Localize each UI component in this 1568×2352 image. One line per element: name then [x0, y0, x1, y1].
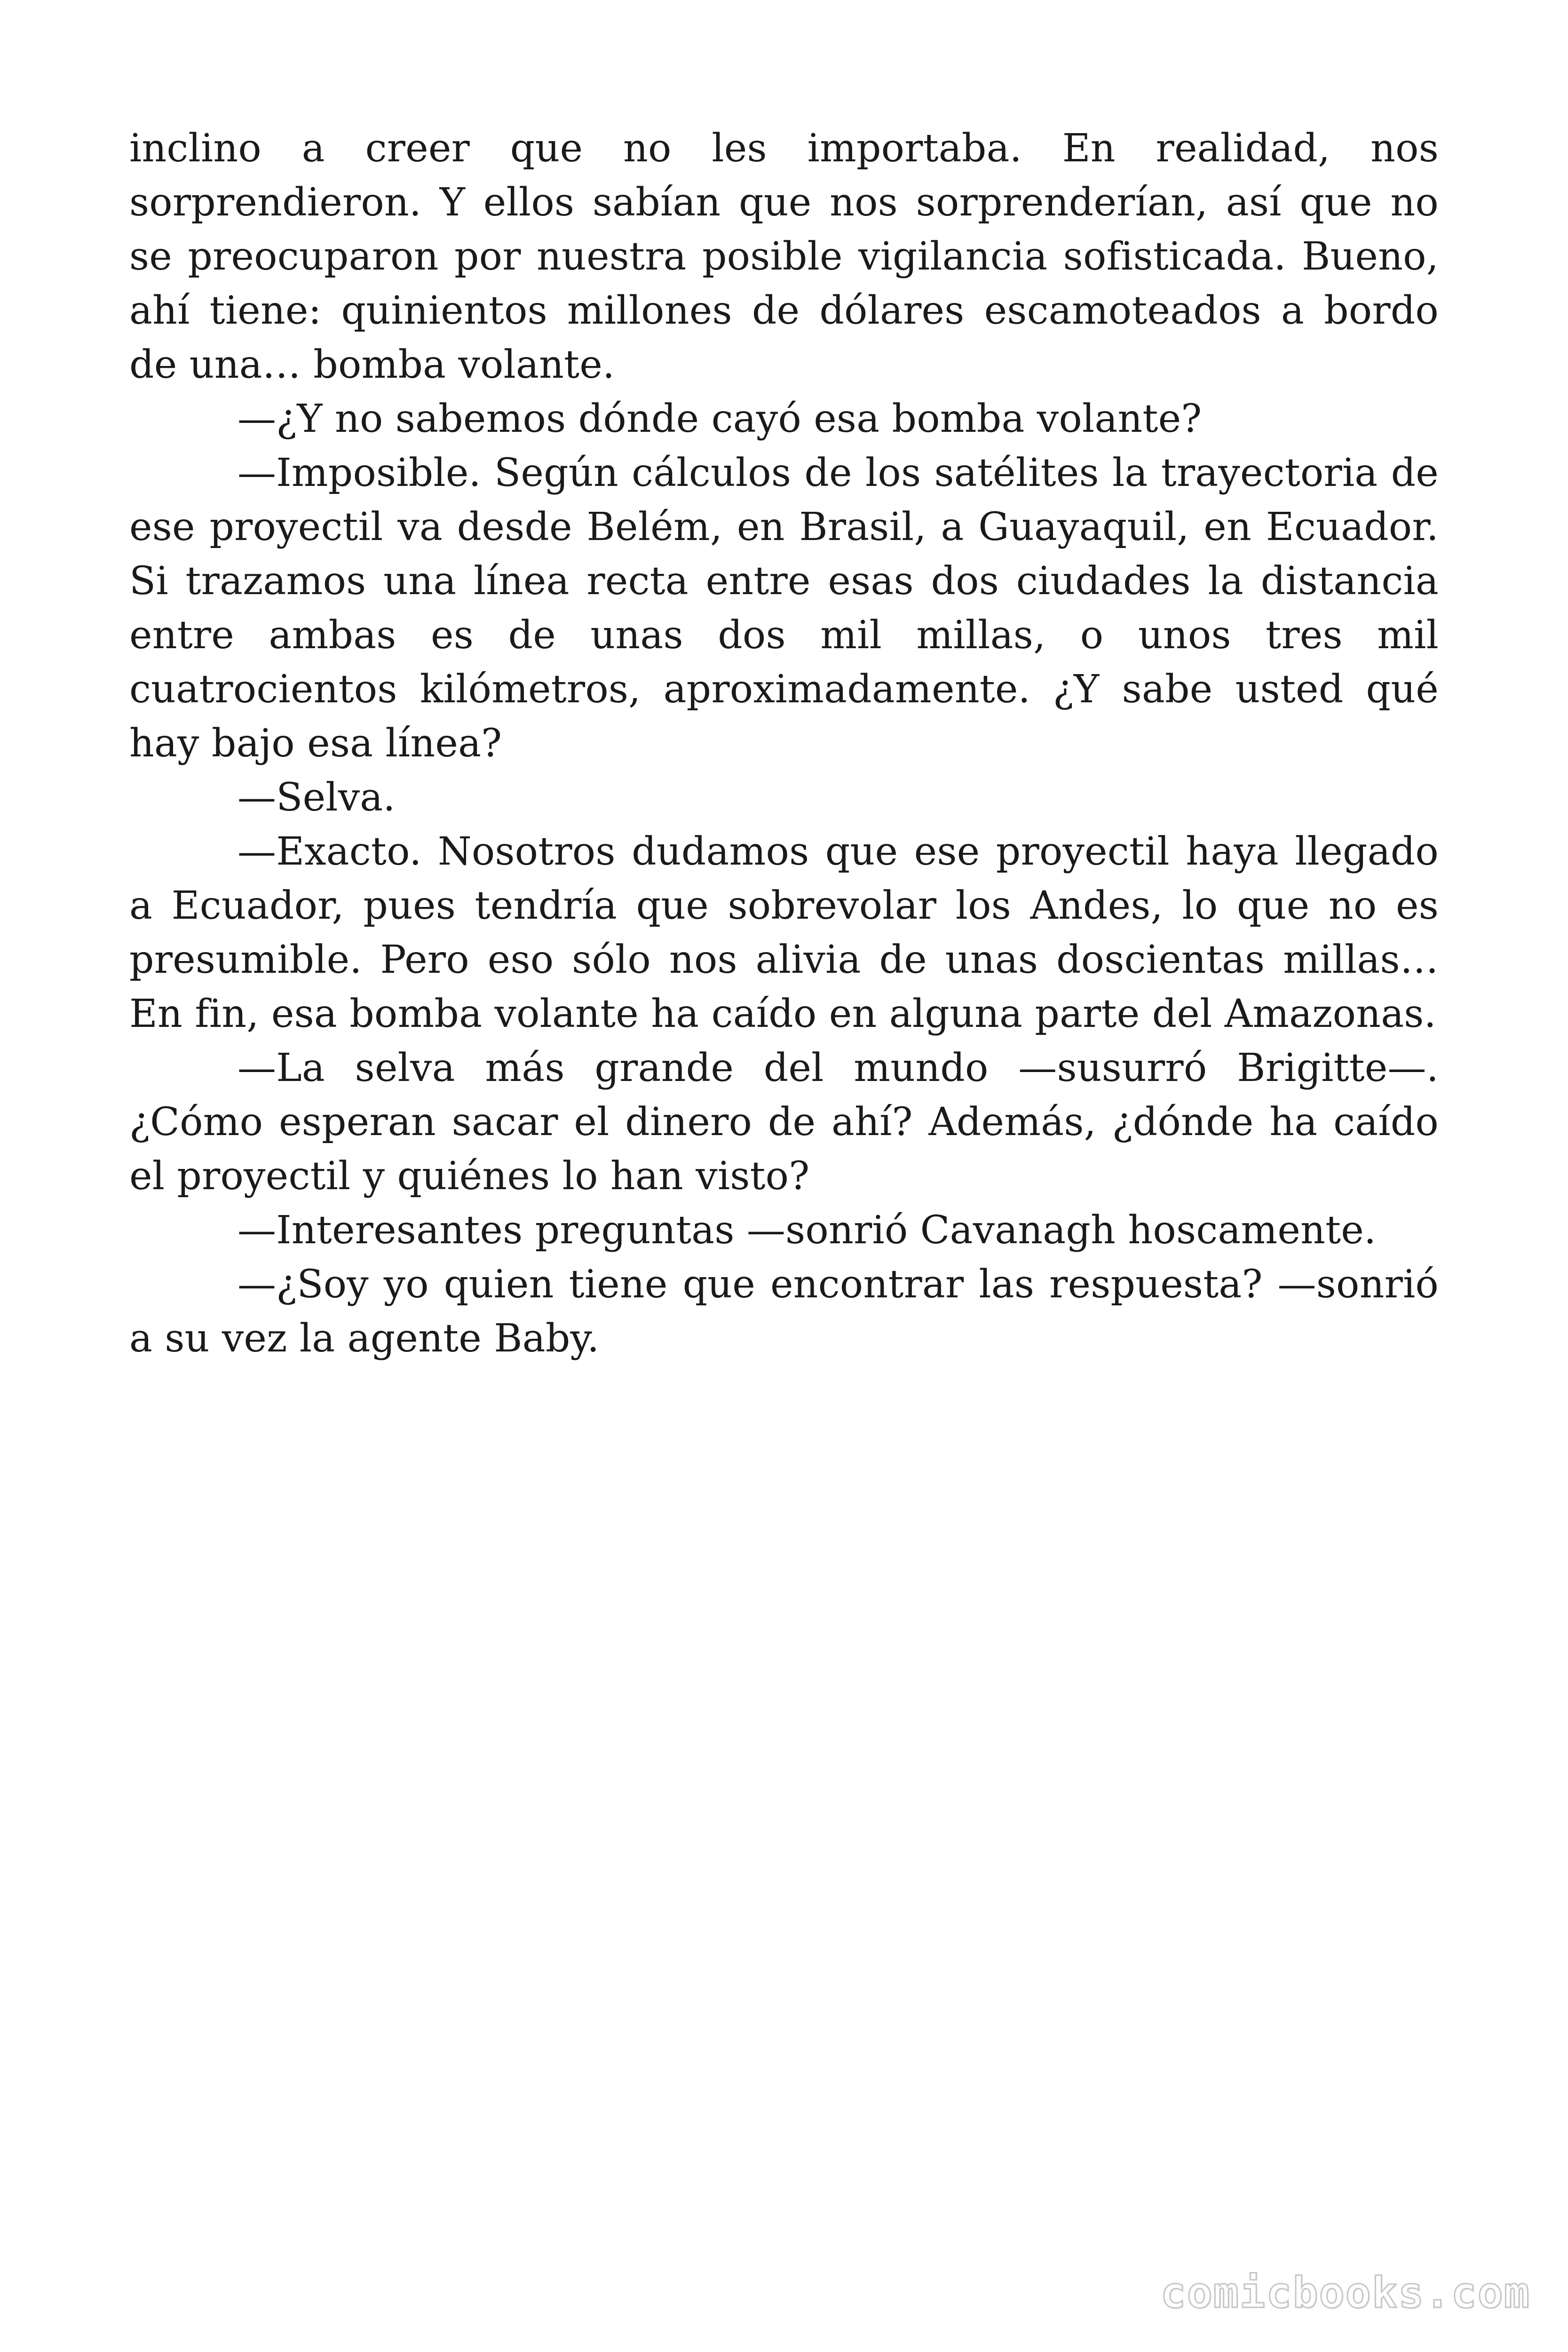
paragraph-1: inclino a creer que no les importaba. En realidad, nos sorprendieron. Y ellos sabían que nos sorprenderían, así que no se preocuparon por nuestra posible vigilancia sofisticada. Bueno, ahí tiene: quinientos millones de dólares escamoteados a bordo de una… bomba volante. — [129, 126, 1439, 387]
paragraph-3: —Imposible. Según cálculos de los satélites la trayectoria de ese proyectil va desde Belém, en Brasil, a Guayaquil, en Ecuador. Si trazamos una línea recta entre esas dos ciudades la distancia entre ambas es de unas dos mil millas, o unos tres mil cuatrocientos kilómetros, aproximadamente. ¿Y sabe usted qué hay bajo esa línea? — [129, 451, 1439, 766]
paragraph-6: —La selva más grande del mundo —susurró Brigitte—. ¿Cómo esperan sacar el dinero de ahí? Además, ¿dónde ha caído el proyectil y quiénes lo han visto? — [129, 1046, 1439, 1199]
paragraph-8: —¿Soy yo quien tiene que encontrar las respuesta? —sonrió a su vez la agente Baby. — [129, 1262, 1439, 1361]
paragraph-7: —Interesantes preguntas —sonrió Cavanagh hoscamente. — [238, 1208, 1377, 1253]
paragraph-4: —Selva. — [238, 775, 396, 820]
paragraph-2: —¿Y no sabemos dónde cayó esa bomba volante? — [238, 397, 1202, 441]
watermark: comicbooks.com — [1160, 2268, 1530, 2318]
paragraph-5: —Exacto. Nosotros dudamos que ese proyectil haya llegado a Ecuador, pues tendría que sobrevolar los Andes, lo que no es presumible. Pero eso sólo nos alivia de unas doscientas millas… En fin, esa bomba volante ha caído en alguna parte del Amazonas. — [129, 829, 1439, 1036]
body-text — [129, 121, 1439, 1366]
